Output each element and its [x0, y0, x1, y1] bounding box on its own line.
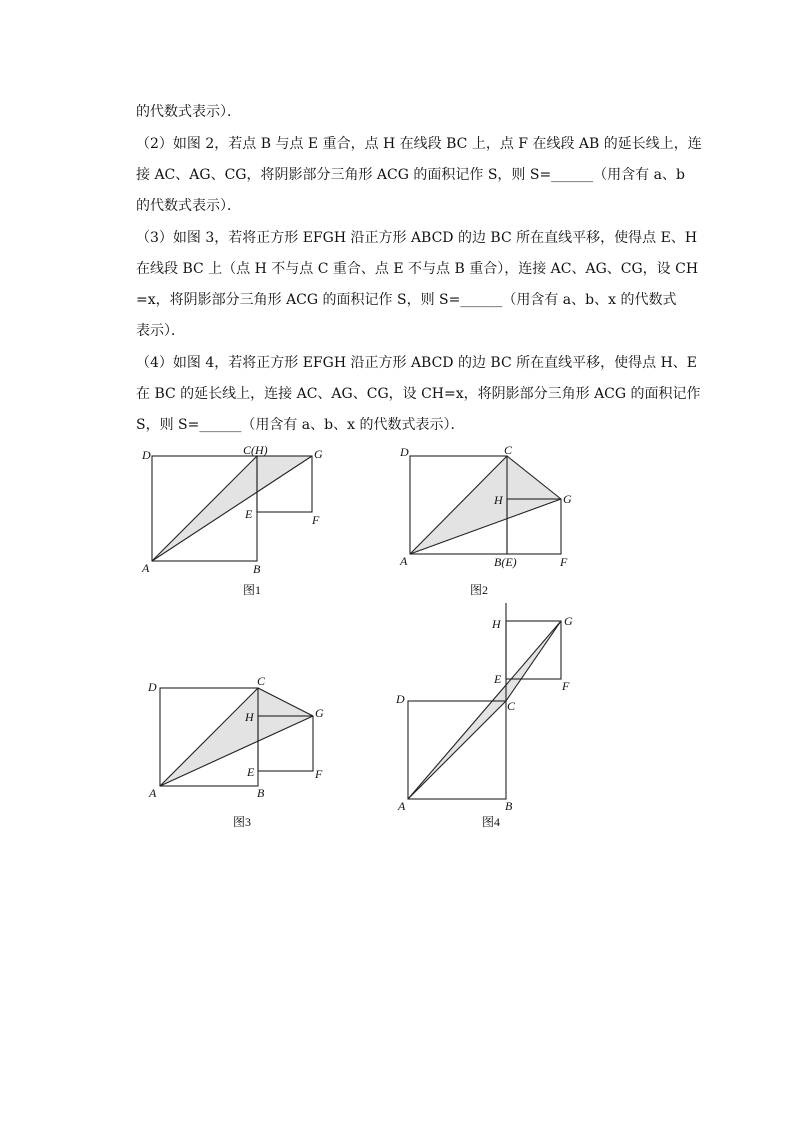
label-g: G — [315, 706, 324, 720]
label-f: F — [562, 679, 570, 693]
text-line: 的代数式表示）． — [136, 104, 241, 120]
label-a: A — [398, 799, 406, 813]
label-b-e: B(E) — [494, 555, 517, 569]
label-e: E — [494, 672, 502, 686]
text-line: （2）如图 2，若点 B 与点 E 重合，点 H 在线段 BC 上，点 F 在线段 AB 的延长线上，连 — [136, 136, 702, 152]
square-efgh — [506, 621, 561, 679]
segment-ag — [152, 456, 312, 561]
text-line: 在 BC 的延长线上，连接 AC、AG、CG，设 CH=x，将阴影部分三角形 ACG 的面积记作 — [136, 386, 701, 402]
figure-caption: 图4 — [482, 815, 501, 829]
label-g: G — [314, 447, 323, 461]
label-d: D — [148, 680, 157, 694]
shaded-triangle-acg — [410, 456, 561, 554]
text-line: 接 AC、AG、CG，将阴影部分三角形 ACG 的面积记作 S，则 S=______（用含有 a、b — [136, 167, 685, 183]
label-a: A — [142, 561, 150, 575]
segment-ag — [408, 621, 561, 799]
label-d: D — [400, 445, 409, 459]
figure-caption: 图1 — [243, 583, 262, 597]
label-h: H — [492, 617, 501, 631]
figure-4 — [395, 603, 573, 829]
label-a: A — [400, 554, 408, 568]
figure-2 — [399, 443, 572, 597]
label-b: B — [257, 786, 265, 800]
label-h: H — [245, 710, 254, 724]
label-g: G — [563, 492, 572, 506]
label-d: D — [142, 448, 151, 462]
label-b: B — [253, 562, 261, 576]
label-c: C — [257, 674, 266, 688]
label-d: D — [396, 692, 405, 706]
label-f: F — [315, 767, 323, 781]
figure-caption: 图3 — [233, 815, 252, 829]
text-line: 的代数式表示）． — [136, 198, 241, 214]
figure-caption: 图2 — [470, 583, 489, 597]
segment-ac — [408, 701, 506, 799]
label-b: B — [505, 799, 513, 813]
text-line: （4）如图 4，若将正方形 EFGH 沿正方形 ABCD 的边 BC 所在直线平移，使得点 H、E — [136, 355, 698, 371]
segment-ac — [152, 456, 257, 561]
label-g: G — [564, 614, 573, 628]
label-f: F — [560, 555, 568, 569]
text-line: 表示）． — [136, 323, 185, 339]
label-a: A — [149, 786, 157, 800]
figure-3 — [147, 674, 324, 829]
label-c-h: C(H) — [243, 443, 268, 457]
text-line: （3）如图 3，若将正方形 EFGH 沿正方形 ABCD 的边 BC 所在直线平移，使得点 E、H — [136, 230, 698, 246]
text-line: 在线段 BC 上（点 H 不与点 C 重合、点 E 不与点 B 重合），连接 AC、AG、CG，设 CH — [136, 261, 699, 277]
label-h: H — [494, 493, 503, 507]
segment-cg — [506, 621, 561, 701]
label-c: C — [504, 443, 513, 457]
text-line: S，则 S=______（用含有 a、b、x 的代数式表示）． — [136, 417, 465, 433]
label-e: E — [247, 765, 255, 779]
label-e: E — [245, 507, 253, 521]
label-c: C — [507, 699, 516, 713]
text-line: =x，将阴影部分三角形 ACG 的面积记作 S，则 S=______（用含有 a、b、x 的代数式 — [136, 292, 677, 308]
label-f: F — [312, 513, 320, 527]
figure-1 — [141, 443, 323, 597]
